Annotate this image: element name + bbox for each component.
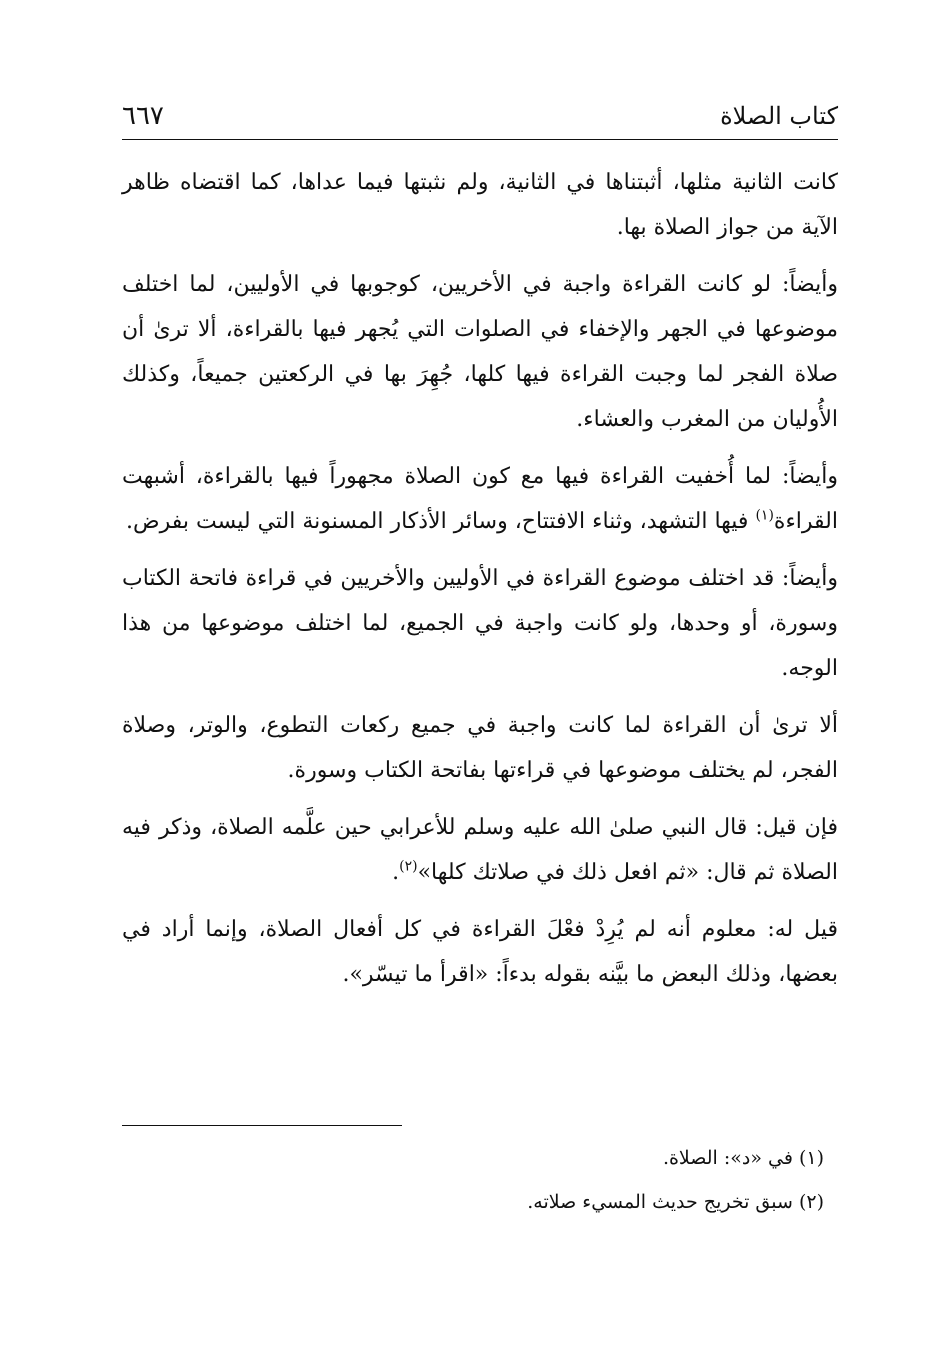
footnote-rule (122, 1125, 402, 1126)
paragraph-text: وأيضاً: لو كانت القراءة واجبة في الأخريين، كوجوبها في الأوليين، لما اختلف موضوعها في الجهر والإخفاء في الصلوات التي يُجهر فيها بالقراءة، ألا ترىٰ أن صلاة الفجر لما وجبت القراءة فيها كلها، جُهِرَ بها في الركعتين جميعاً، وكذلك الأُوليان من المغرب والعشاء. (122, 272, 838, 432)
paragraph-3 (122, 454, 838, 544)
paragraph-4 (122, 556, 838, 691)
footnote-number: (١) (798, 1147, 824, 1169)
footnotes (122, 1140, 838, 1228)
footnote-2 (122, 1184, 824, 1220)
document-page (122, 0, 838, 1370)
paragraph-text: كانت الثانية مثلها، أثبتناها في الثانية، ولم نثبتها فيما عداها، كما اقتضاه ظاهر الآية من جواز الصلاة بها. (122, 170, 838, 240)
footnote-1 (122, 1140, 824, 1176)
paragraph-1 (122, 160, 838, 250)
book-title: كتاب الصلاة (720, 102, 838, 130)
footnote-ref-2: (٢) (399, 858, 418, 875)
paragraph-5 (122, 703, 838, 793)
paragraph-text: ألا ترىٰ أن القراءة لما كانت واجبة في جميع ركعات التطوع، والوتر، وصلاة الفجر، لم يختلف موضوعها في قراءتها بفاتحة الكتاب وسورة. (122, 713, 838, 783)
page-number: ٦٦٧ (122, 101, 164, 131)
paragraph-text-cont: فيها التشهد، وثناء الافتتاح، وسائر الأذكار المسنونة التي ليست بفرض. (126, 509, 756, 534)
paragraph-7 (122, 907, 838, 997)
footnote-text: في «د»: الصلاة. (662, 1147, 793, 1169)
paragraph-text: وأيضاً: لما أُخفيت القراءة فيها مع كون الصلاة مجهوراً فيها بالقراءة، أشبهت القراءة (122, 464, 838, 534)
paragraph-6 (122, 805, 838, 895)
running-header (122, 98, 838, 134)
paragraph-text-end: . (392, 860, 400, 885)
paragraph-text: وأيضاً: قد اختلف موضوع القراءة في الأوليين والأخريين في قراءة فاتحة الكتاب وسورة، أو وحدها، ولو كانت واجبة في الجميع، لما اختلف موضوعها من هذا الوجه. (122, 566, 838, 681)
paragraph-2 (122, 262, 838, 442)
paragraph-text: فإن قيل: قال النبي صلىٰ الله عليه وسلم للأعرابي حين علَّمه الصلاة، وذكر فيه الصلاة ثم قال: «ثم افعل ذلك في صلاتك كلها» (122, 815, 838, 885)
footnote-ref-1: (١) (755, 507, 774, 524)
header-rule (122, 139, 838, 140)
footnote-number: (٢) (798, 1191, 824, 1213)
paragraph-text: قيل له: معلوم أنه لم يُرِدْ فعْلَ القراءة في كل أفعال الصلاة، وإنما أراد في بعضها، وذلك البعض ما بيَّنه بقوله بدءاً: «اقرأ ما تيسّر». (122, 917, 838, 987)
main-text (122, 160, 838, 1009)
footnote-text: سبق تخريج حديث المسيء صلاته. (527, 1191, 793, 1213)
